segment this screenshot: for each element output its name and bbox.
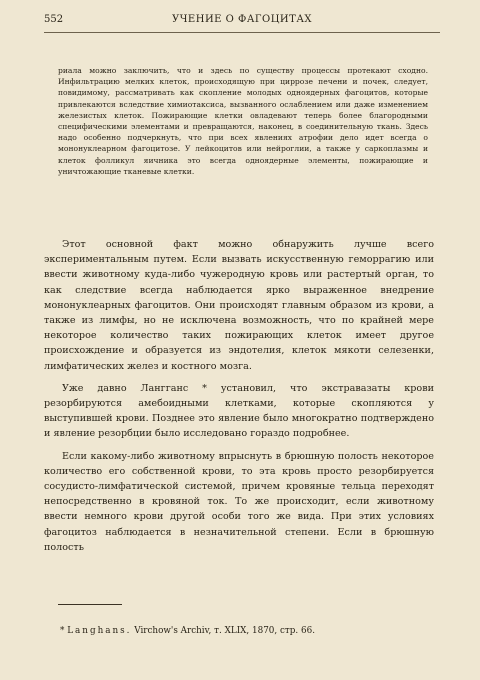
small-paragraph: риала можно заключить, что и здесь по существу процессы протекают сходно. Инфильтрацию мелких клеток, происходящую при циррозе печени и почек, следует, повидимому, рассматривать как скопление молодых одноядерных фагоцитов, которые привлекаются вследствие химиотаксиса, вызванного ослаблением или даже изменением железистых клеток. Пожирающие клетки овладевают теперь более благородными специфическими элементами и превращаются, наконец, в соединительную ткань. Здесь надо особенно подчеркнуть, что при всех явлениях атрофии дело идет всегда о мононуклеарном фагоцитозе. У лейкоцитов или нейроглии, а также у саркоплазмы и клеток фолликул яичника это всегда одноядерные элементы, пожирающие и уничтожающие тканевые клетки. [58,66,428,176]
footnote [60,625,430,637]
paragraph: Если какому-либо животному впрыснуть в брюшную полость некоторое количество его собственной крови, то эта кровь просто резорбируется сосудисто-лимфатической системой, причем кровяные тельца переходят непосредственно в кровяной ток. То же происходит, если животному ввести немного крови другой особи того же вида. При этих условиях фагоцитоз наблюдается в незначительной степени. Если в брюшную полость [44,450,434,553]
header-rule [44,32,440,33]
footnote-author: Langhans. [67,626,132,636]
paragraph: Уже давно Лангганс * установил, что экстравазаты крови резорбируются амебоидными клетками, которые скопляются у выступившей крови. Позднее это явление было многократно подтверждено и явление резорбции было исследовано гораздо подробнее. [44,382,434,440]
paragraph: Этот основной факт можно обнаружить лучше всего экспериментальным путем. Если вызвать искусственную геморрагию или ввести животному куда-либо чужеродную кровь или растертый орган, то как следствие всегда наблюдается ярко выраженное внедрение мононуклеарных фагоцитов. Они происходят главным образом из крови, а также из лимфы, но не исключена возможность, что по крайней мере некоторое количество таких пожирающих клеток имеет другое происхождение и образуется из эндотелия, клеток мякоти селезенки, лимфатических желез и костного мозга. [44,239,434,372]
footnote-rule [58,604,122,605]
running-title: УЧЕНИЕ О ФАГОЦИТАХ [171,14,313,25]
footnote-marker: * [60,626,65,636]
footnote-citation: Virchow's Archiv, т. XLIX, 1870, стр. 66. [134,626,316,636]
main-text [44,237,434,562]
page-number: 552 [44,14,64,25]
running-header [44,14,440,32]
small-print-block [58,65,428,177]
